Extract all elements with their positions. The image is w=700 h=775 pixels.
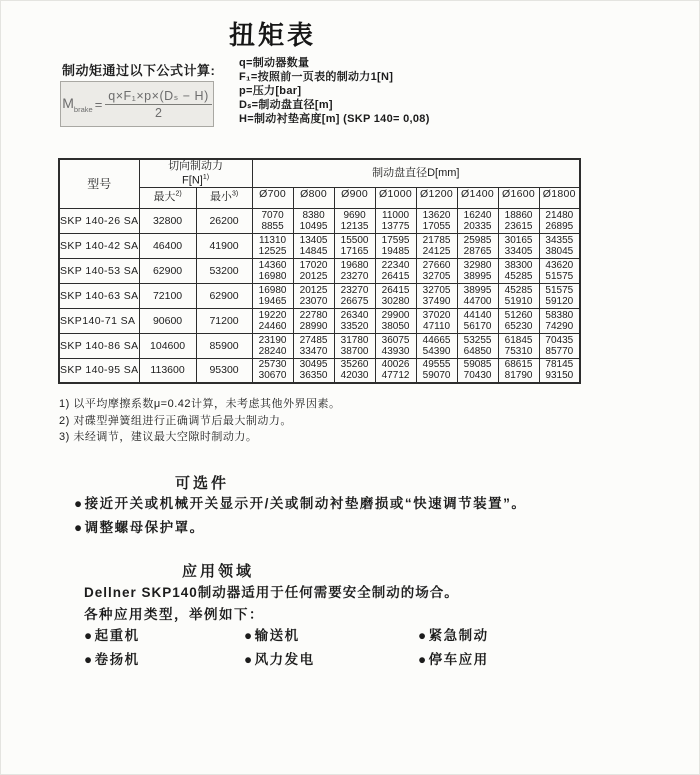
torque-table-body xyxy=(59,208,580,383)
torque-cell xyxy=(498,333,539,358)
bullet-icon: ● xyxy=(84,652,94,667)
torque-cell xyxy=(334,333,375,358)
torque-upper-value: 27485 xyxy=(299,334,328,346)
torque-lower-value: 85770 xyxy=(545,345,574,357)
header-dia-1000: Ø1000 xyxy=(375,187,416,208)
torque-upper-value: 51260 xyxy=(504,309,533,321)
torque-lower-value: 38700 xyxy=(340,345,369,357)
optional-item xyxy=(74,492,526,516)
torque-lower-value: 93150 xyxy=(545,370,574,382)
torque-upper-value: 21785 xyxy=(422,234,451,246)
torque-cell xyxy=(293,308,334,333)
table-row xyxy=(59,208,580,233)
torque-lower-value: 19465 xyxy=(258,295,287,307)
torque-cell xyxy=(416,358,457,383)
torque-cell xyxy=(293,208,334,233)
torque-lower-value: 19485 xyxy=(381,245,410,257)
application-item xyxy=(418,628,489,643)
torque-cell xyxy=(498,208,539,233)
application-item xyxy=(418,652,489,667)
torque-upper-value: 20125 xyxy=(299,284,328,296)
torque-upper-value: 30495 xyxy=(299,359,328,371)
torque-lower-value: 64850 xyxy=(463,345,492,357)
torque-upper-value: 51575 xyxy=(545,284,574,296)
footnote-2: 2) 对碟型弹簧组进行正确调节后最大制动力。 xyxy=(59,414,292,427)
table-row xyxy=(59,283,580,308)
min-force-cell: 41900 xyxy=(196,233,252,258)
torque-upper-value: 22340 xyxy=(381,259,410,271)
torque-cell xyxy=(252,233,293,258)
torque-upper-value: 14360 xyxy=(258,259,287,271)
applications-heading: 应用领域 xyxy=(182,563,255,580)
torque-lower-value: 45285 xyxy=(504,270,533,282)
torque-lower-value: 56170 xyxy=(463,320,492,332)
brake-torque-formula xyxy=(60,81,214,127)
table-row xyxy=(59,358,580,383)
model-cell: SKP 140-26 SA xyxy=(59,208,139,233)
legend-line-h: H=制动衬垫高度[m] (SKP 140= 0,08) xyxy=(239,113,430,125)
torque-upper-value: 17020 xyxy=(299,259,328,271)
torque-lower-value: 24125 xyxy=(422,245,451,257)
torque-upper-value: 49555 xyxy=(422,359,451,371)
torque-cell xyxy=(334,208,375,233)
torque-upper-value: 25985 xyxy=(463,234,492,246)
torque-upper-value: 18860 xyxy=(504,209,533,221)
torque-lower-value: 23615 xyxy=(504,220,533,232)
application-item xyxy=(84,628,244,643)
torque-upper-value: 23270 xyxy=(340,284,369,296)
torque-cell xyxy=(252,308,293,333)
torque-cell xyxy=(252,283,293,308)
torque-upper-value: 9690 xyxy=(343,209,366,221)
torque-cell xyxy=(498,283,539,308)
bullet-icon: ● xyxy=(244,652,254,667)
torque-lower-value: 38045 xyxy=(545,245,574,257)
torque-upper-value: 8380 xyxy=(302,209,325,221)
max-force-cell: 32800 xyxy=(139,208,196,233)
header-dia-800: Ø800 xyxy=(293,187,334,208)
torque-lower-value: 17055 xyxy=(422,220,451,232)
torque-lower-value: 33470 xyxy=(299,345,328,357)
header-model: 型号 xyxy=(59,159,139,208)
torque-lower-value: 54390 xyxy=(422,345,451,357)
torque-lower-value: 26895 xyxy=(545,220,574,232)
application-item xyxy=(84,652,244,667)
torque-cell xyxy=(539,233,580,258)
model-cell: SKP 140-63 SA xyxy=(59,283,139,308)
torque-cell xyxy=(416,283,457,308)
torque-table xyxy=(58,158,581,384)
footnotes xyxy=(59,396,341,446)
torque-lower-value: 12525 xyxy=(258,245,287,257)
model-cell: SKP 140-95 SA xyxy=(59,358,139,383)
torque-cell xyxy=(334,233,375,258)
application-item xyxy=(244,628,418,643)
application-item-label: 风力发电 xyxy=(254,652,315,667)
header-dia-1200: Ø1200 xyxy=(416,187,457,208)
torque-cell xyxy=(252,333,293,358)
torque-cell xyxy=(457,308,498,333)
torque-cell xyxy=(457,208,498,233)
bullet-icon: ● xyxy=(418,652,428,667)
torque-lower-value: 47110 xyxy=(423,320,451,332)
torque-lower-value: 26415 xyxy=(381,270,410,282)
torque-upper-value: 44665 xyxy=(422,334,451,346)
formula-numerator: q×F₁×p×(Dₛ − H) xyxy=(105,88,211,105)
torque-cell xyxy=(334,283,375,308)
torque-upper-value: 30165 xyxy=(504,234,533,246)
min-force-cell: 85900 xyxy=(196,333,252,358)
bullet-icon: ● xyxy=(418,628,428,643)
torque-cell xyxy=(539,258,580,283)
bullet-icon: ● xyxy=(244,628,254,643)
legend-line-ds: Dₛ=制动盘直径[m] xyxy=(239,99,333,111)
torque-cell xyxy=(457,333,498,358)
torque-upper-value: 43620 xyxy=(545,259,574,271)
torque-cell xyxy=(457,233,498,258)
torque-lower-value: 38995 xyxy=(463,270,492,282)
torque-lower-value: 14845 xyxy=(299,245,328,257)
torque-cell xyxy=(416,233,457,258)
torque-upper-value: 44140 xyxy=(463,309,492,321)
torque-lower-value: 33520 xyxy=(340,320,369,332)
torque-lower-value: 28990 xyxy=(299,320,328,332)
application-item xyxy=(244,652,418,667)
min-force-cell: 95300 xyxy=(196,358,252,383)
torque-cell xyxy=(498,258,539,283)
torque-lower-value: 36350 xyxy=(299,370,328,382)
torque-upper-value: 11310 xyxy=(259,234,287,246)
torque-lower-value: 13775 xyxy=(381,220,410,232)
torque-upper-value: 22780 xyxy=(299,309,328,321)
application-item-label: 停车应用 xyxy=(428,652,489,667)
torque-lower-value: 42030 xyxy=(340,370,369,382)
torque-cell xyxy=(539,208,580,233)
torque-upper-value: 40026 xyxy=(381,359,410,371)
torque-lower-value: 32705 xyxy=(422,270,451,282)
torque-lower-value: 17165 xyxy=(340,245,369,257)
formula-fraction xyxy=(105,88,211,120)
model-cell: SKP 140-86 SA xyxy=(59,333,139,358)
torque-upper-value: 37020 xyxy=(422,309,451,321)
optional-item xyxy=(74,516,526,540)
torque-cell xyxy=(539,358,580,383)
torque-upper-value: 13405 xyxy=(299,234,328,246)
bullet-icon: ● xyxy=(84,628,94,643)
torque-cell xyxy=(334,358,375,383)
max-force-cell: 62900 xyxy=(139,258,196,283)
torque-upper-value: 23190 xyxy=(258,334,287,346)
torque-upper-value: 45285 xyxy=(504,284,533,296)
table-row xyxy=(59,308,580,333)
torque-upper-value: 38300 xyxy=(504,259,533,271)
torque-upper-value: 35260 xyxy=(340,359,369,371)
header-tangential-force: 切向制动力 $F[N]^{1)}$ xyxy=(139,159,252,187)
torque-lower-value: 26675 xyxy=(340,295,369,307)
header-dia-700: Ø700 xyxy=(252,187,293,208)
torque-upper-value: 11000 xyxy=(382,209,410,221)
formula-equals: = xyxy=(94,96,103,112)
torque-lower-value: 37490 xyxy=(422,295,451,307)
torque-lower-value: 75310 xyxy=(504,345,533,357)
torque-cell xyxy=(375,333,416,358)
bullet-icon: ● xyxy=(74,496,84,511)
torque-upper-value: 32980 xyxy=(463,259,492,271)
torque-cell xyxy=(375,233,416,258)
torque-cell xyxy=(293,283,334,308)
torque-cell xyxy=(375,308,416,333)
optional-parts-heading: 可选件 xyxy=(175,475,230,492)
torque-lower-value: 38050 xyxy=(381,320,410,332)
torque-cell xyxy=(416,333,457,358)
torque-cell xyxy=(375,208,416,233)
footnote-3: 3) 未经调节，建议最大空隙时制动力。 xyxy=(59,431,258,443)
torque-lower-value: 28240 xyxy=(258,345,287,357)
torque-lower-value: 28765 xyxy=(463,245,492,257)
model-cell: SKP140-71 SA xyxy=(59,308,139,333)
torque-cell xyxy=(375,358,416,383)
torque-upper-value: 61845 xyxy=(504,334,533,346)
torque-lower-value: 23070 xyxy=(299,295,328,307)
torque-lower-value: 30280 xyxy=(381,295,410,307)
torque-cell xyxy=(416,208,457,233)
torque-upper-value: 19220 xyxy=(258,309,287,321)
torque-cell xyxy=(457,358,498,383)
torque-lower-value: 59120 xyxy=(545,295,574,307)
torque-lower-value: 51575 xyxy=(545,270,574,282)
torque-upper-value: 26340 xyxy=(340,309,369,321)
max-force-cell: 104600 xyxy=(139,333,196,358)
header-dia-1400: Ø1400 xyxy=(457,187,498,208)
torque-cell xyxy=(539,333,580,358)
torque-upper-value: 36075 xyxy=(381,334,410,346)
torque-lower-value: 30670 xyxy=(258,370,287,382)
torque-upper-value: 53255 xyxy=(463,334,492,346)
torque-lower-value: 70430 xyxy=(463,370,492,382)
torque-upper-value: 70435 xyxy=(545,334,574,346)
torque-lower-value: 16980 xyxy=(258,270,287,282)
optional-item-label: 调整螺母保护罩。 xyxy=(84,520,205,535)
max-force-cell: 113600 xyxy=(139,358,196,383)
optional-parts-list xyxy=(74,492,526,540)
torque-upper-value: 78145 xyxy=(545,359,574,371)
torque-lower-value: 51910 xyxy=(504,295,533,307)
application-item-label: 卷扬机 xyxy=(94,652,140,667)
torque-upper-value: 26415 xyxy=(381,284,410,296)
max-force-cell: 72100 xyxy=(139,283,196,308)
torque-cell xyxy=(498,233,539,258)
torque-upper-value: 59085 xyxy=(463,359,492,371)
header-max: 最大$^{2)}$ xyxy=(139,187,196,208)
torque-cell xyxy=(252,208,293,233)
applications-intro-line1: Dellner SKP140制动器适用于任何需要安全制动的场合。 xyxy=(84,585,459,600)
torque-cell xyxy=(539,308,580,333)
torque-lower-value: 23270 xyxy=(340,270,369,282)
torque-cell xyxy=(334,308,375,333)
torque-upper-value: 68615 xyxy=(504,359,533,371)
symbol-legend xyxy=(239,56,430,126)
torque-lower-value: 20335 xyxy=(463,220,492,232)
torque-lower-value: 43930 xyxy=(381,345,410,357)
torque-upper-value: 27660 xyxy=(422,259,451,271)
torque-lower-value: 44700 xyxy=(463,295,492,307)
torque-upper-value: 15500 xyxy=(340,234,369,246)
min-force-cell: 71200 xyxy=(196,308,252,333)
torque-lower-value: 24460 xyxy=(258,320,287,332)
min-force-cell: 26200 xyxy=(196,208,252,233)
torque-upper-value: 34355 xyxy=(545,234,574,246)
torque-lower-value: 81790 xyxy=(504,370,533,382)
formula-denominator: 2 xyxy=(155,106,162,120)
torque-lower-value: 33405 xyxy=(504,245,533,257)
torque-lower-value: 65230 xyxy=(504,320,533,332)
torque-upper-value: 17595 xyxy=(381,234,410,246)
application-item-label: 起重机 xyxy=(94,628,140,643)
header-dia-900: Ø900 xyxy=(334,187,375,208)
torque-upper-value: 32705 xyxy=(422,284,451,296)
torque-cell xyxy=(375,258,416,283)
applications-list xyxy=(84,628,489,667)
header-dia-1800: Ø1800 xyxy=(539,187,580,208)
torque-upper-value: 25730 xyxy=(258,359,287,371)
torque-upper-value: 13620 xyxy=(422,209,451,221)
torque-cell xyxy=(498,358,539,383)
header-min: 最小$^{3)}$ xyxy=(196,187,252,208)
torque-cell xyxy=(416,258,457,283)
torque-cell xyxy=(498,308,539,333)
torque-lower-value: 59070 xyxy=(422,370,451,382)
model-cell: SKP 140-53 SA xyxy=(59,258,139,283)
torque-cell xyxy=(252,358,293,383)
torque-cell xyxy=(375,283,416,308)
formula-m-term: $M_{brake}$ xyxy=(62,94,93,114)
torque-cell xyxy=(293,333,334,358)
table-row xyxy=(59,333,580,358)
min-force-cell: 53200 xyxy=(196,258,252,283)
torque-cell xyxy=(293,358,334,383)
torque-upper-value: 7070 xyxy=(261,209,284,221)
torque-upper-value: 16240 xyxy=(463,209,492,221)
torque-upper-value: 38995 xyxy=(463,284,492,296)
max-force-cell: 46400 xyxy=(139,233,196,258)
torque-lower-value: 20125 xyxy=(299,270,328,282)
applications-intro-line2: 各种应用类型，举例如下： xyxy=(84,607,264,622)
torque-upper-value: 19680 xyxy=(340,259,369,271)
header-disc-diameter: 制动盘直径D[mm] xyxy=(252,159,580,187)
torque-cell xyxy=(293,233,334,258)
torque-upper-value: 16980 xyxy=(258,284,287,296)
min-force-cell: 62900 xyxy=(196,283,252,308)
torque-lower-value: 12135 xyxy=(340,220,369,232)
legend-line-f1: F₁=按照前一页表的制动力1[N] xyxy=(239,71,394,83)
torque-cell xyxy=(293,258,334,283)
torque-upper-value: 21480 xyxy=(545,209,574,221)
torque-lower-value: 10495 xyxy=(299,220,328,232)
torque-cell xyxy=(334,258,375,283)
footnote-1: 1) 以平均摩擦系数μ=0.42计算，未考虑其他外界因素。 xyxy=(59,398,341,410)
torque-upper-value: 31780 xyxy=(340,334,369,346)
torque-lower-value: 47712 xyxy=(381,370,410,382)
torque-lower-value: 8855 xyxy=(261,220,284,232)
torque-upper-value: 29900 xyxy=(381,309,410,321)
torque-upper-value: 58380 xyxy=(545,309,574,321)
bullet-icon: ● xyxy=(74,520,84,535)
legend-line-p: p=压力[bar] xyxy=(239,85,302,97)
torque-cell xyxy=(457,258,498,283)
formula-heading: 制动矩通过以下公式计算: xyxy=(62,63,216,78)
torque-cell xyxy=(539,283,580,308)
application-item-label: 输送机 xyxy=(254,628,300,643)
torque-lower-value: 74290 xyxy=(545,320,574,332)
table-row xyxy=(59,233,580,258)
model-cell: SKP 140-42 SA xyxy=(59,233,139,258)
torque-cell xyxy=(457,283,498,308)
table-row xyxy=(59,258,580,283)
max-force-cell: 90600 xyxy=(139,308,196,333)
optional-item-label: 接近开关或机械开关显示开/关或制动衬垫磨损或“快速调节装置”。 xyxy=(84,496,527,511)
legend-line-q: q=制动器数量 xyxy=(239,57,310,69)
application-item-label: 紧急制动 xyxy=(428,628,489,643)
torque-cell xyxy=(416,308,457,333)
table-header-row-groups xyxy=(59,159,580,187)
page-title: 扭矩表 xyxy=(229,20,317,50)
header-dia-1600: Ø1600 xyxy=(498,187,539,208)
torque-cell xyxy=(252,258,293,283)
